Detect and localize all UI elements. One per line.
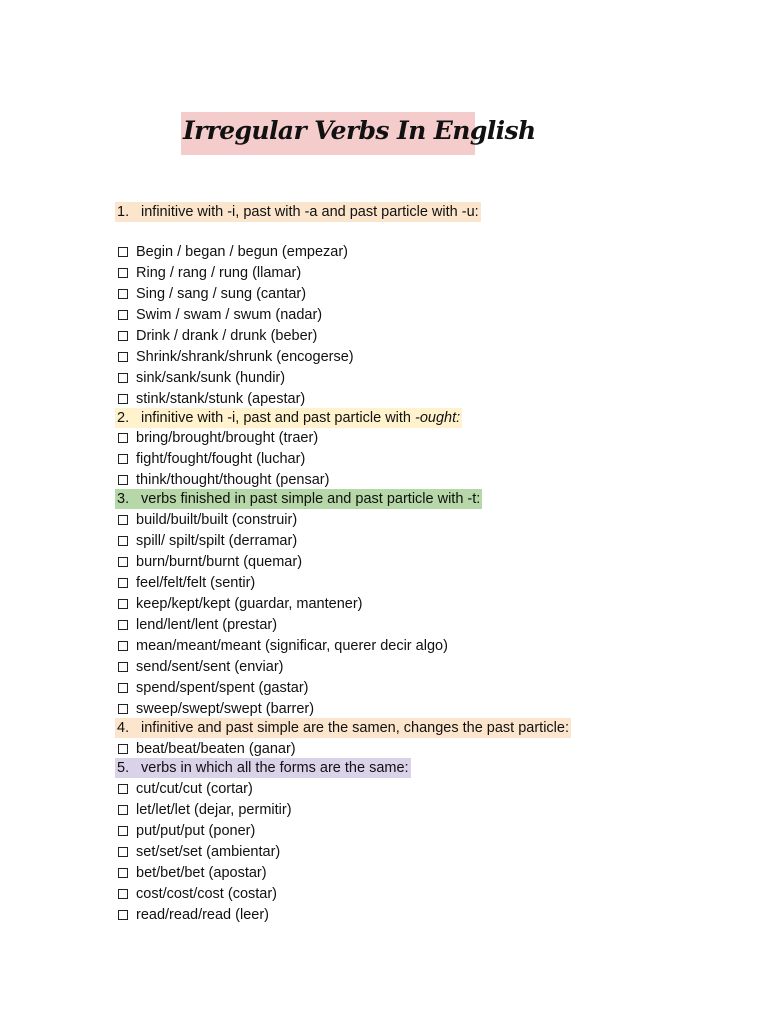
checkbox[interactable] — [118, 454, 128, 464]
list-item[interactable] — [118, 242, 348, 262]
checkbox[interactable] — [118, 373, 128, 383]
list-item[interactable] — [118, 284, 306, 304]
checkbox[interactable] — [118, 394, 128, 404]
section-number: 3. — [117, 491, 130, 507]
page-title: Irregular Verbs In English — [183, 116, 536, 145]
list-item[interactable] — [118, 389, 305, 409]
section-heading-text: infinitive with -i, past with -a and past particle with -u: — [141, 204, 479, 220]
section-heading-text: infinitive and past simple are the samen, changes the past particle: — [141, 720, 569, 736]
checkbox[interactable] — [118, 889, 128, 899]
list-item[interactable] — [118, 842, 280, 862]
list-item[interactable] — [118, 779, 253, 799]
section-heading-text: verbs in which all the forms are the same: — [141, 760, 409, 776]
item-text: set/set/set (ambientar) — [136, 844, 281, 860]
list-item[interactable] — [118, 699, 314, 719]
section-number: 1. — [117, 204, 130, 220]
item-text: build/built/built (construir) — [136, 512, 298, 528]
list-item[interactable] — [118, 531, 297, 551]
item-text: keep/kept/kept (guardar, mantener) — [136, 596, 363, 612]
list-item[interactable] — [118, 428, 318, 448]
checkbox[interactable] — [118, 515, 128, 525]
checkbox[interactable] — [118, 704, 128, 714]
list-item[interactable] — [118, 884, 277, 904]
list-item[interactable] — [118, 470, 329, 490]
checkbox[interactable] — [118, 475, 128, 485]
item-text: think/thought/thought (pensar) — [136, 472, 330, 488]
item-text: cost/cost/cost (costar) — [136, 886, 278, 902]
section-heading-emphasis: -ought: — [415, 410, 461, 426]
list-item[interactable] — [118, 657, 284, 677]
checkbox[interactable] — [118, 744, 128, 754]
section-heading-text: verbs finished in past simple and past particle with -t: — [141, 491, 481, 507]
list-item[interactable] — [118, 573, 255, 593]
item-text: sweep/swept/swept (barrer) — [136, 701, 315, 717]
item-text: spend/spent/spent (gastar) — [136, 680, 309, 696]
item-text: Ring / rang / rung (llamar) — [136, 265, 302, 281]
list-item[interactable] — [118, 305, 322, 325]
item-text: let/let/let (dejar, permitir) — [136, 802, 292, 818]
section-number: 5. — [117, 760, 130, 776]
item-text: send/sent/sent (enviar) — [136, 659, 284, 675]
checkbox[interactable] — [118, 331, 128, 341]
item-text: Drink / drank / drunk (beber) — [136, 328, 318, 344]
section-heading-1 — [115, 202, 481, 222]
checkbox[interactable] — [118, 910, 128, 920]
item-text: sink/sank/sunk (hundir) — [136, 370, 286, 386]
item-text: beat/beat/beaten (ganar) — [136, 741, 296, 757]
section-heading-3 — [115, 489, 482, 509]
item-text: stink/stank/stunk (apestar) — [136, 391, 306, 407]
item-text: Begin / began / begun (empezar) — [136, 244, 348, 260]
item-text: put/put/put (poner) — [136, 823, 256, 839]
checkbox[interactable] — [118, 599, 128, 609]
checkbox[interactable] — [118, 268, 128, 278]
list-item[interactable] — [118, 263, 301, 283]
checkbox[interactable] — [118, 662, 128, 672]
list-item[interactable] — [118, 510, 297, 530]
item-text: Shrink/shrank/shrunk (encogerse) — [136, 349, 354, 365]
checkbox[interactable] — [118, 683, 128, 693]
item-text: cut/cut/cut (cortar) — [136, 781, 253, 797]
list-item[interactable] — [118, 821, 255, 841]
checkbox[interactable] — [118, 847, 128, 857]
list-item[interactable] — [118, 739, 296, 759]
title-banner — [181, 112, 536, 155]
checkbox[interactable] — [118, 352, 128, 362]
section-heading-5 — [115, 758, 411, 778]
checkbox[interactable] — [118, 578, 128, 588]
item-text: bet/bet/bet (apostar) — [136, 865, 267, 881]
checkbox[interactable] — [118, 536, 128, 546]
item-text: lend/lent/lent (prestar) — [136, 617, 278, 633]
item-text: read/read/read (leer) — [136, 907, 269, 923]
item-text: mean/meant/meant (significar, querer decir algo) — [136, 638, 448, 654]
checkbox[interactable] — [118, 868, 128, 878]
item-text: burn/burnt/burnt (quemar) — [136, 554, 303, 570]
checkbox[interactable] — [118, 620, 128, 630]
item-text: spill/ spilt/spilt (derramar) — [136, 533, 298, 549]
checkbox[interactable] — [118, 557, 128, 567]
list-item[interactable] — [118, 552, 302, 572]
list-item[interactable] — [118, 368, 285, 388]
item-text: feel/felt/felt (sentir) — [136, 575, 256, 591]
section-heading-text: infinitive with -i, past and past particle with — [141, 410, 411, 426]
list-item[interactable] — [118, 594, 363, 614]
section-number: 4. — [117, 720, 130, 736]
checkbox[interactable] — [118, 247, 128, 257]
list-item[interactable] — [118, 678, 309, 698]
item-text: Sing / sang / sung (cantar) — [136, 286, 307, 302]
checkbox[interactable] — [118, 310, 128, 320]
item-text: fight/fought/fought (luchar) — [136, 451, 306, 467]
list-item[interactable] — [118, 905, 269, 925]
section-heading-4 — [115, 718, 571, 738]
section-number: 2. — [117, 410, 130, 426]
list-item[interactable] — [118, 863, 267, 883]
item-text: Swim / swam / swum (nadar) — [136, 307, 323, 323]
list-item[interactable] — [118, 615, 277, 635]
section-heading-2 — [115, 408, 462, 428]
checkbox[interactable] — [118, 641, 128, 651]
item-text: bring/brought/brought (traer) — [136, 430, 319, 446]
checkbox[interactable] — [118, 826, 128, 836]
list-item[interactable] — [118, 636, 448, 656]
list-item[interactable] — [118, 449, 305, 469]
list-item[interactable] — [118, 800, 292, 820]
list-item[interactable] — [118, 347, 354, 367]
checkbox[interactable] — [118, 289, 128, 299]
checkbox[interactable] — [118, 805, 128, 815]
checkbox[interactable] — [118, 433, 128, 443]
list-item[interactable] — [118, 326, 317, 346]
checkbox[interactable] — [118, 784, 128, 794]
